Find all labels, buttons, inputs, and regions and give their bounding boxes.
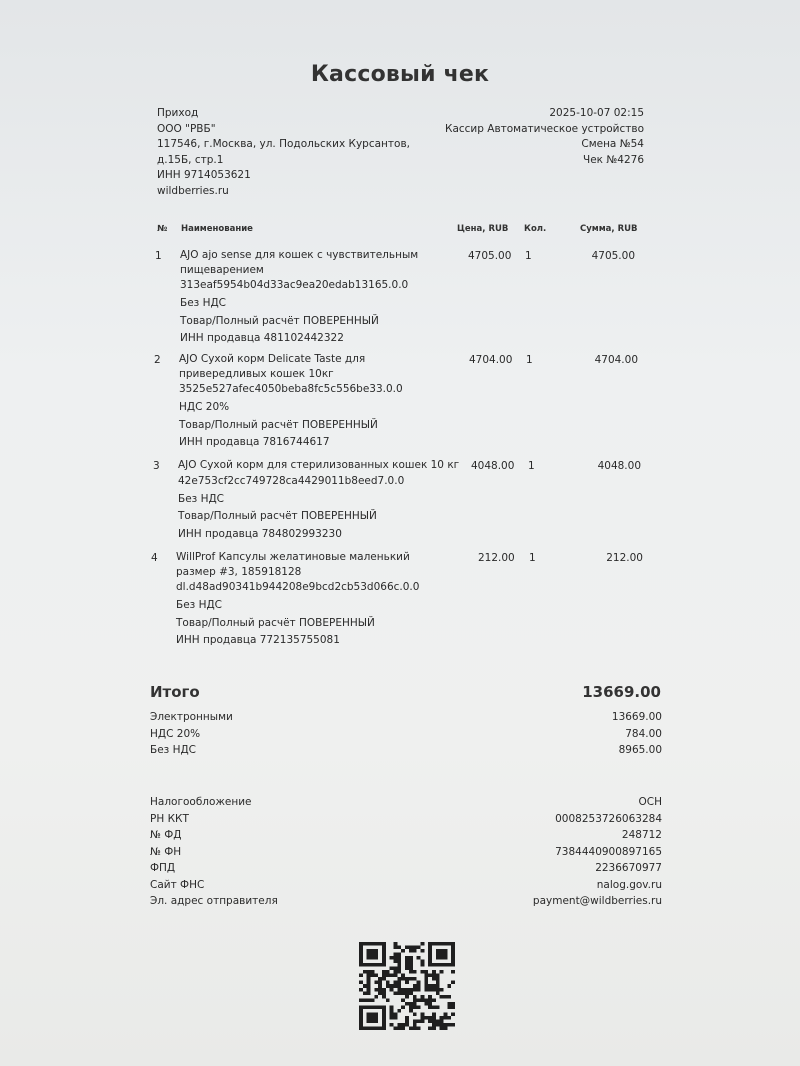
company-address-line1: 117546, г.Москва, ул. Подольских Курсантов, <box>157 138 410 150</box>
item-number: 4 <box>151 552 158 564</box>
item-sum: 4705.00 <box>591 250 635 262</box>
receipt-title: Кассовый чек <box>310 62 490 87</box>
col-header-price: Цена, RUB <box>457 224 509 234</box>
item-code: 313eaf5954b04d33ac9ea20edab13165.0.0 <box>180 279 409 291</box>
line-item <box>151 550 643 650</box>
item-payment-type: Товар/Полный расчёт ПОВЕРЕННЫЙ <box>178 510 377 522</box>
fiscal-row <box>150 827 662 844</box>
item-price: 4704.00 <box>469 354 513 366</box>
item-qty: 1 <box>526 354 533 366</box>
fiscal-row-value: ОСН <box>638 796 662 808</box>
item-description <box>176 550 438 650</box>
fiscal-row-label: Налогообложение <box>150 796 252 808</box>
item-payment-type: Товар/Полный расчёт ПОВЕРЕННЫЙ <box>176 616 375 629</box>
company-name: ООО "РВБ" <box>157 122 216 135</box>
item-name: AJO ajo sense для кошек с чувствительным пищеварением <box>180 249 419 276</box>
payment-row-label: Электронными <box>150 711 233 723</box>
fiscal-row <box>150 860 662 877</box>
item-payment-type: Товар/Полный расчёт ПОВЕРЕННЫЙ <box>180 314 379 327</box>
item-qty: 1 <box>528 460 535 472</box>
col-header-name: Наименование <box>181 224 253 234</box>
company-address-line2: д.15Б, стр.1 <box>157 153 224 166</box>
fiscal-row-value: 0008253726063284 <box>555 812 662 825</box>
fiscal-row <box>150 893 662 910</box>
line-item <box>155 248 645 344</box>
item-name: AJO Сухой корм Delicate Taste для привередливых кошек 10кг <box>179 353 366 380</box>
item-code: 42e753cf2cc749728ca4429011b8eed7.0.0 <box>178 474 405 487</box>
item-number: 3 <box>153 460 160 472</box>
fiscal-row-value: 248712 <box>621 829 662 841</box>
item-price: 4048.00 <box>471 460 515 472</box>
item-payment-type: Товар/Полный расчёт ПОВЕРЕННЫЙ <box>179 418 378 431</box>
item-vat: Без НДС <box>176 599 223 611</box>
payment-row <box>150 742 662 759</box>
item-qty: 1 <box>529 552 536 564</box>
receipt-datetime: 2025-10-07 02:15 <box>549 107 644 119</box>
col-header-sum: Сумма, RUB <box>580 224 638 234</box>
item-price: 212.00 <box>478 552 515 564</box>
item-sum: 212.00 <box>606 552 643 564</box>
item-number: 2 <box>154 354 161 366</box>
item-price: 4705.00 <box>468 250 512 262</box>
item-sum: 4048.00 <box>597 460 641 472</box>
payment-row <box>150 726 662 743</box>
item-seller-inn: ИНН продавца 481102442322 <box>180 332 344 344</box>
item-sum: 4704.00 <box>594 354 638 366</box>
shift-number: Смена №54 <box>581 138 644 150</box>
item-description <box>179 352 441 452</box>
fiscal-row-value: payment@wildberries.ru <box>532 895 662 907</box>
item-description <box>180 248 442 348</box>
cashier: Кассир Автоматическое устройство <box>445 122 644 135</box>
fiscal-row <box>150 877 662 894</box>
item-vat: Без НДС <box>180 297 227 309</box>
fiscal-row-label: № ФД <box>150 829 182 841</box>
fiscal-row-label: ФПД <box>150 862 176 874</box>
seller-info <box>157 106 410 199</box>
receipt-number: Чек №4276 <box>583 153 644 166</box>
item-seller-inn: ИНН продавца 772135755081 <box>176 634 340 646</box>
payment-row-value: 8965.00 <box>618 744 662 756</box>
item-seller-inn: ИНН продавца 7816744617 <box>179 436 330 448</box>
col-header-qty: Кол. <box>524 224 547 234</box>
col-header-num: № <box>157 224 168 234</box>
fiscal-row-value: nalog.gov.ru <box>596 878 662 891</box>
payment-row-label: Без НДС <box>150 744 197 756</box>
qr-code-icon <box>359 942 455 1030</box>
payment-summary <box>150 709 662 759</box>
fiscal-row-label: № ФН <box>150 845 182 858</box>
item-description <box>178 458 460 543</box>
payment-row-value: 13669.00 <box>611 711 662 723</box>
fiscal-row-value: 7384440900897165 <box>555 845 662 858</box>
fiscal-row <box>150 844 662 861</box>
operation-type: Приход <box>157 107 199 119</box>
fiscal-row-label: Сайт ФНС <box>150 878 205 891</box>
company-inn: ИНН 9714053621 <box>157 169 251 181</box>
item-vat: Без НДС <box>178 492 225 505</box>
company-website: wildberries.ru <box>157 184 229 197</box>
payment-row-label: НДС 20% <box>150 727 201 740</box>
total-value: 13669.00 <box>582 683 661 701</box>
payment-row-value: 784.00 <box>625 727 662 740</box>
fiscal-row <box>150 811 662 828</box>
item-name: WillProf Капсулы желатиновые маленький размер #3, 185918128 <box>176 551 410 578</box>
fiscal-info <box>150 794 662 910</box>
line-item <box>153 458 643 544</box>
item-name: AJO Сухой корм для стерилизованных кошек 10 кг <box>178 459 460 471</box>
fiscal-row-value: 2236670977 <box>595 862 662 874</box>
item-qty: 1 <box>525 250 532 262</box>
total-label: Итого <box>150 683 200 701</box>
item-number: 1 <box>155 250 162 262</box>
item-seller-inn: ИНН продавца 784802993230 <box>178 527 342 540</box>
receipt-meta <box>445 106 644 168</box>
payment-row <box>150 709 662 726</box>
item-vat: НДС 20% <box>179 401 230 413</box>
fiscal-row-label: РН ККТ <box>150 812 189 825</box>
line-item <box>154 352 644 448</box>
fiscal-row <box>150 794 662 811</box>
fiscal-row-label: Эл. адрес отправителя <box>150 895 278 907</box>
item-code: dl.d48ad90341b944208e9bcd2cb53d066c.0.0 <box>176 581 420 593</box>
item-code: 3525e527afec4050beba8fc5c556be33.0.0 <box>179 383 403 395</box>
